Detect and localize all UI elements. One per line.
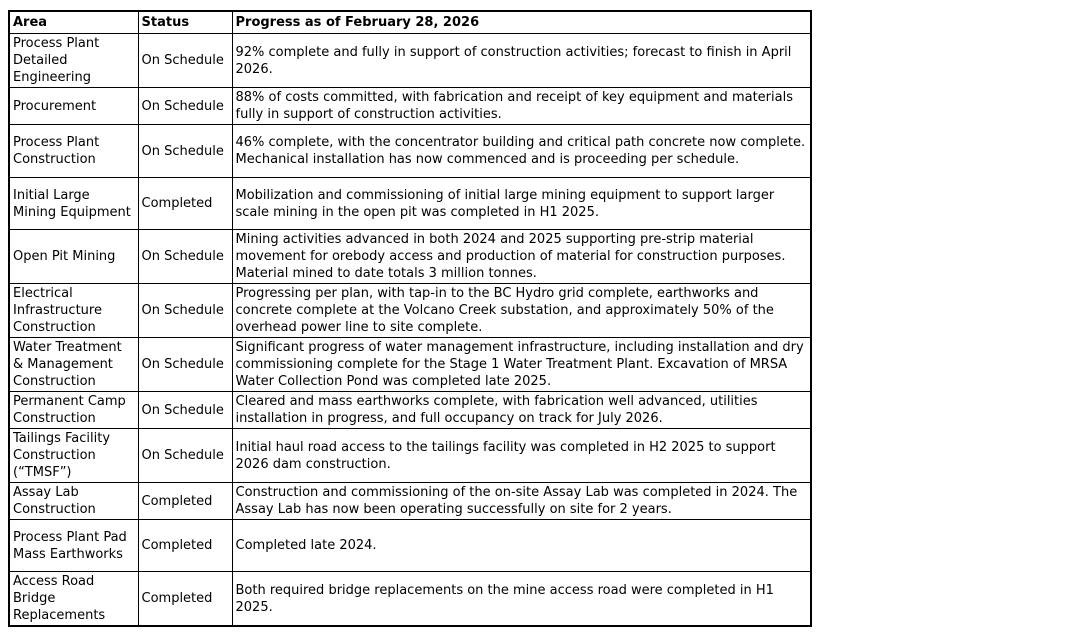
status-cell: Completed [138,520,232,572]
area-cell: Tailings Facility Construction (“TMSF”) [9,429,138,483]
status-cell: On Schedule [138,284,232,338]
status-cell: On Schedule [138,88,232,125]
progress-cell: 88% of costs committed, with fabrication and receipt of key equipment and materials fully in support of construction activities. [232,88,811,125]
area-cell: Access Road Bridge Replacements [9,572,138,627]
status-cell: Completed [138,572,232,627]
header-row [9,11,811,34]
status-cell: On Schedule [138,338,232,392]
progress-cell: 92% complete and fully in support of construction activities; forecast to finish in April 2026. [232,34,811,88]
area-cell: Process Plant Pad Mass Earthworks [9,520,138,572]
status-cell: Completed [138,483,232,520]
progress-cell: Completed late 2024. [232,520,811,572]
project-progress-table [8,10,812,627]
table-row [9,572,811,627]
header-progress: Progress as of February 28, 2026 [232,11,811,34]
progress-cell: Progressing per plan, with tap-in to the BC Hydro grid complete, earthworks and concrete complete at the Volcano Creek substation, and approximately 50% of the overhead power line to site complete. [232,284,811,338]
progress-cell: Construction and commissioning of the on-site Assay Lab was completed in 2024. The Assay Lab has now been operating successfully on site for 2 years. [232,483,811,520]
status-cell: On Schedule [138,230,232,284]
area-cell: Procurement [9,88,138,125]
area-cell: Permanent Camp Construction [9,392,138,429]
progress-cell: Mobilization and commissioning of initial large mining equipment to support larger scale mining in the open pit was completed in H1 2025. [232,178,811,230]
header-status: Status [138,11,232,34]
status-cell: On Schedule [138,34,232,88]
table-row [9,520,811,572]
progress-cell: Cleared and mass earthworks complete, with fabrication well advanced, utilities installation in progress, and full occupancy on track for July 2026. [232,392,811,429]
progress-cell: Significant progress of water management infrastructure, including installation and dry commissioning complete for the Stage 1 Water Treatment Plant. Excavation of MRSA Water Collection Pond was completed late 2025. [232,338,811,392]
area-cell: Process Plant Detailed Engineering [9,34,138,88]
progress-cell: Both required bridge replacements on the mine access road were completed in H1 2025. [232,572,811,627]
table-row [9,429,811,483]
area-cell: Process Plant Construction [9,125,138,178]
area-cell: Initial Large Mining Equipment [9,178,138,230]
status-cell: Completed [138,178,232,230]
table-row [9,284,811,338]
table-row [9,230,811,284]
area-cell: Assay Lab Construction [9,483,138,520]
area-cell: Open Pit Mining [9,230,138,284]
table-row [9,125,811,178]
table-row [9,178,811,230]
table-row [9,88,811,125]
table-row [9,392,811,429]
table-row [9,338,811,392]
progress-cell: Mining activities advanced in both 2024 and 2025 supporting pre-strip material movement for orebody access and production of material for construction purposes. Material mined to date totals 3 million tonnes. [232,230,811,284]
status-cell: On Schedule [138,429,232,483]
header-area: Area [9,11,138,34]
status-cell: On Schedule [138,392,232,429]
status-cell: On Schedule [138,125,232,178]
table-row [9,483,811,520]
area-cell: Electrical Infrastructure Construction [9,284,138,338]
table-row [9,34,811,88]
progress-cell: Initial haul road access to the tailings facility was completed in H2 2025 to support 2026 dam construction. [232,429,811,483]
area-cell: Water Treatment & Management Construction [9,338,138,392]
progress-cell: 46% complete, with the concentrator building and critical path concrete now complete. Mechanical installation has now commenced and is proceeding per schedule. [232,125,811,178]
